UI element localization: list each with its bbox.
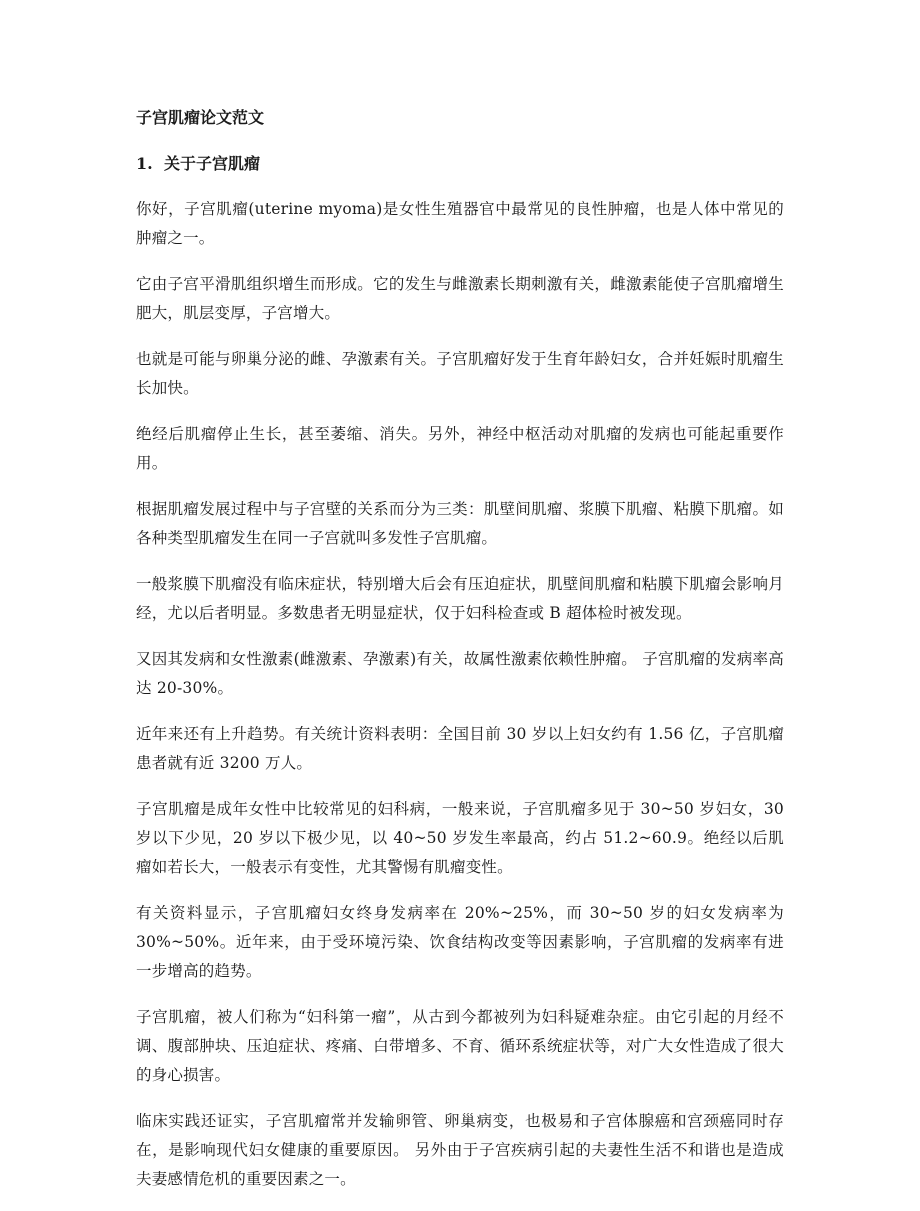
paragraph-12: 临床实践还证实，子宫肌瘤常并发输卵管、卵巢病变，也极易和子宫体腺癌和宫颈癌同时存在，是影响现代妇女健康的重要原因。 另外由于子宫疾病引起的夫妻性生活不和谐也是造成夫妻感情危机的重要因素之一。 bbox=[136, 1112, 784, 1188]
paragraph-8: 近年来还有上升趋势。有关统计资料表明：全国目前 30 岁以上妇女约有 1.56 亿，子宫肌瘤患者就有近 3200 万人。 bbox=[136, 725, 784, 772]
paragraph-3: 也就是可能与卵巢分泌的雌、孕激素有关。子宫肌瘤好发于生育年龄妇女，合并妊娠时肌瘤生长加快。 bbox=[136, 350, 784, 397]
document-title: 子宫肌瘤论文范文 bbox=[136, 108, 265, 127]
section-number: 1. bbox=[136, 154, 153, 173]
paragraph-6: 一般浆膜下肌瘤没有临床症状，特别增大后会有压迫症状，肌壁间肌瘤和粘膜下肌瘤会影响月经，尤以后者明显。多数患者无明显症状，仅于妇科检查或 B 超体检时被发现。 bbox=[136, 575, 784, 622]
document-page bbox=[136, 104, 784, 1211]
paragraph-4: 绝经后肌瘤停止生长，甚至萎缩、消失。另外，神经中枢活动对肌瘤的发病也可能起重要作用。 bbox=[136, 425, 784, 472]
section-heading bbox=[136, 150, 784, 178]
section-heading-text: 关于子宫肌瘤 bbox=[164, 154, 261, 173]
paragraph-2: 它由子宫平滑肌组织增生而形成。它的发生与雌激素长期刺激有关，雌激素能使子宫肌瘤增生肥大，肌层变厚，子宫增大。 bbox=[136, 275, 784, 322]
paragraph-11: 子宫肌瘤，被人们称为“妇科第一瘤”，从古到今都被列为妇科疑难杂症。由它引起的月经不调、腹部肿块、压迫症状、疼痛、白带增多、不育、循环系统症状等，对广大女性造成了很大的身心损害。 bbox=[136, 1008, 784, 1084]
paragraph-7: 又因其发病和女性激素(雌激素、孕激素)有关，故属性激素依赖性肿瘤。 子宫肌瘤的发病率高达 20-30%。 bbox=[136, 650, 784, 697]
paragraph-9: 子宫肌瘤是成年女性中比较常见的妇科病，一般来说，子宫肌瘤多见于 30~50 岁妇女，30 岁以下少见，20 岁以下极少见，以 40~50 岁发生率最高，约占 51.2~60.9。绝经以后肌瘤如若长大，一般表示有变性，尤其警惕有肌瘤变性。 bbox=[136, 800, 784, 876]
paragraph-10: 有关资料显示，子宫肌瘤妇女终身发病率在 20%~25%，而 30~50 岁的妇女发病率为 30%~50%。近年来，由于受环境污染、饮食结构改变等因素影响，子宫肌瘤的发病率有进一步增高的趋势。 bbox=[136, 904, 784, 980]
paragraph-1: 你好，子宫肌瘤(uterine myoma)是女性生殖器官中最常见的良性肿瘤，也是人体中常见的肿瘤之一。 bbox=[136, 200, 784, 247]
paragraph-5: 根据肌瘤发展过程中与子宫壁的关系而分为三类：肌壁间肌瘤、浆膜下肌瘤、粘膜下肌瘤。如各种类型肌瘤发生在同一子宫就叫多发性子宫肌瘤。 bbox=[136, 500, 784, 547]
